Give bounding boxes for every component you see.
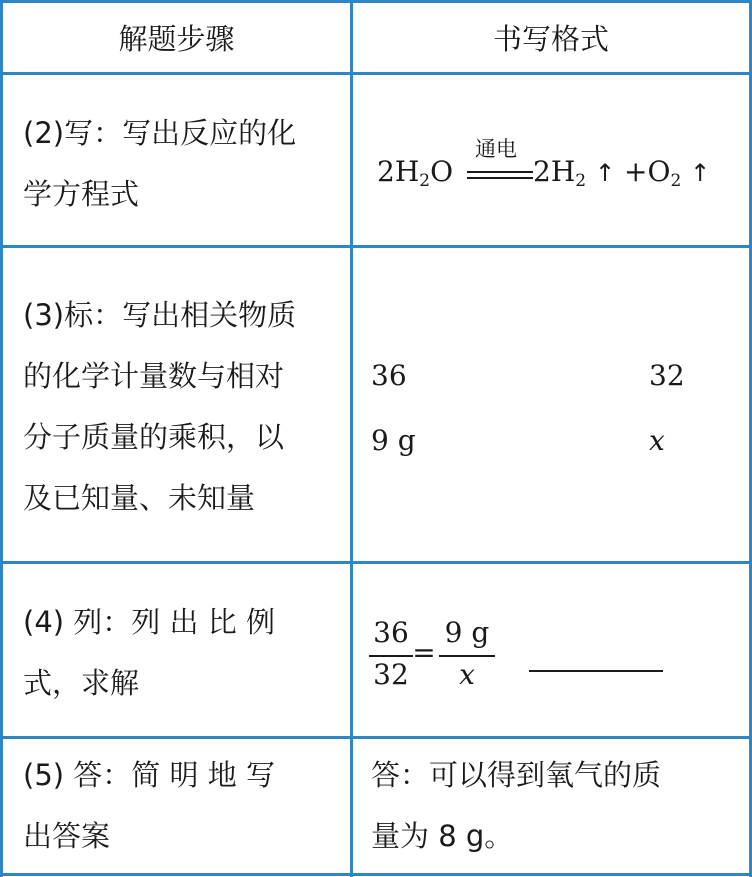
border-bottom: [0, 873, 752, 876]
row-divider-4: [0, 736, 752, 739]
value-right-bottom: x: [649, 424, 665, 457]
fraction2-denominator: x: [459, 658, 475, 691]
product2-o: O: [647, 155, 671, 188]
fraction1-numerator: 36: [373, 616, 409, 649]
step-line: 的化学计量数与相对: [23, 359, 285, 393]
fraction2-bar: [439, 655, 495, 657]
header-steps-label: 解题步骤: [118, 22, 235, 56]
product1-h: H: [550, 155, 576, 188]
fraction1-denominator: 32: [373, 658, 409, 691]
reactant-h-sub: 2: [419, 171, 431, 191]
product2-sub: 2: [670, 171, 682, 191]
step-line: 分子质量的乘积，以: [23, 420, 285, 454]
answer-line: 答：可以得到氧气的质: [371, 758, 662, 792]
value-left-top: 36: [371, 359, 407, 392]
step-line: (3)标：写出相关物质: [23, 298, 297, 332]
step-line: (5) 答：简 明 地 写: [23, 758, 275, 792]
step-proportion-cell: [3, 592, 350, 714]
equals-sign: =: [412, 636, 436, 669]
step-line: 及已知量、未知量: [23, 481, 256, 515]
step-line: 出答案: [23, 819, 111, 853]
header-format: [353, 3, 749, 72]
proportion-cell: [353, 564, 749, 736]
fraction2-numerator: 9 g: [444, 616, 490, 649]
values-cell: [353, 248, 749, 561]
equals-bar-top: [467, 171, 533, 173]
step-answer-cell: [3, 745, 350, 867]
answer-cell: [353, 745, 749, 867]
reactant-o: O: [430, 155, 454, 188]
step-line: (4) 列：列 出 比 例: [23, 605, 275, 639]
answer-blank-line: [529, 670, 663, 672]
chemical-equation: [377, 155, 453, 191]
fraction1-bar: [369, 655, 413, 657]
product1-sub: 2: [575, 171, 587, 191]
value-right-top: 32: [649, 359, 685, 392]
reaction-condition: 通电: [475, 137, 517, 161]
product1-coef: 2: [533, 155, 551, 188]
step-line: 式，求解: [23, 666, 140, 700]
step-write-cell: [3, 103, 350, 225]
gas-arrow-icon: ↑: [594, 159, 616, 187]
equation-cell: [353, 75, 749, 245]
reactant-coef: 2: [377, 155, 395, 188]
header-steps: [3, 3, 350, 72]
step-line: (2)写：写出反应的化: [23, 116, 297, 150]
plus-sign: +: [624, 155, 648, 188]
reactant-h: H: [394, 155, 420, 188]
value-left-bottom: 9 g: [371, 424, 416, 457]
step-line: 学方程式: [23, 177, 140, 211]
step-mark-cell: [3, 285, 350, 529]
header-format-label: 书写格式: [492, 22, 609, 56]
answer-line: 量为 8 g。: [371, 819, 514, 853]
products: [533, 155, 710, 191]
equals-bar-bottom: [467, 177, 533, 179]
gas-arrow-icon: ↑: [690, 159, 711, 187]
